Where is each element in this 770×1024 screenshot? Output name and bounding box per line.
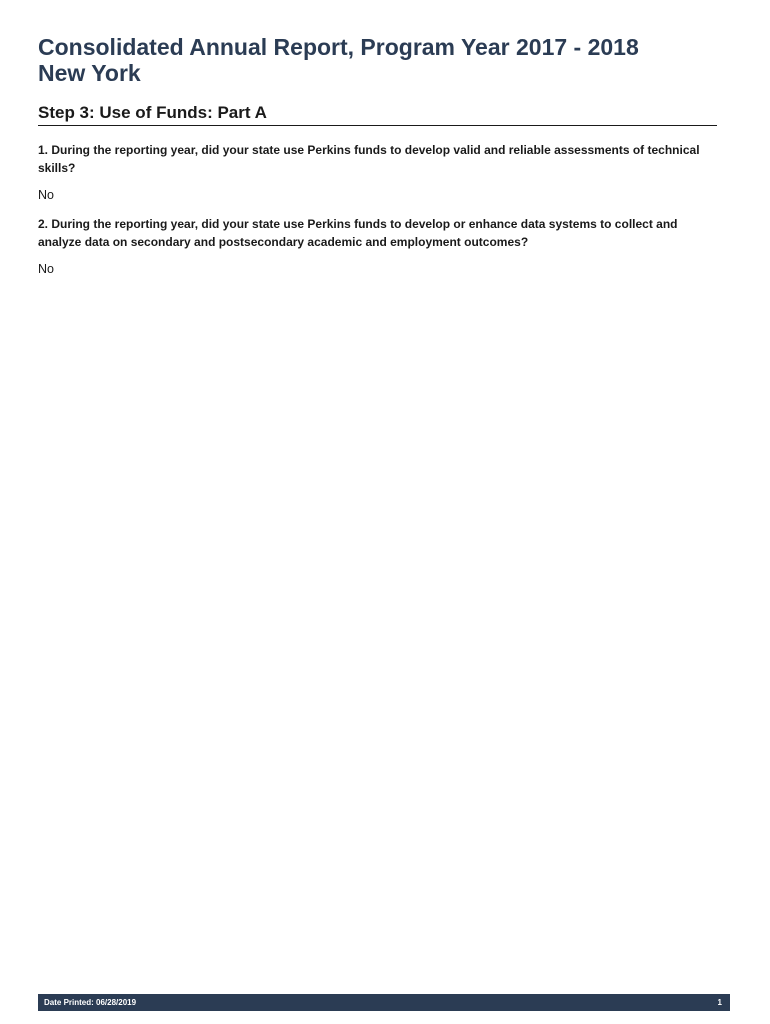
report-state-name: New York	[38, 60, 141, 86]
answer-text: No	[38, 188, 54, 202]
page-number: 1	[717, 998, 722, 1007]
question-block	[38, 141, 718, 203]
question-text: 1. During the reporting year, did your state use Perkins funds to develop valid and reliable assessments of technical skills?	[38, 143, 700, 175]
date-printed: Date Printed: 06/28/2019	[44, 998, 137, 1007]
question-text: 2. During the reporting year, did your state use Perkins funds to develop or enhance data systems to collect and analyze data on secondary and postsecondary academic and employment outcomes?	[38, 217, 678, 249]
report-title-line: Consolidated Annual Report, Program Year 2017 - 2018	[38, 34, 639, 60]
report-title	[38, 34, 738, 86]
section-heading: Step 3: Use of Funds: Part A	[38, 104, 717, 126]
question-block	[38, 215, 718, 277]
answer-text: No	[38, 262, 54, 276]
footer-bar	[38, 994, 730, 1011]
